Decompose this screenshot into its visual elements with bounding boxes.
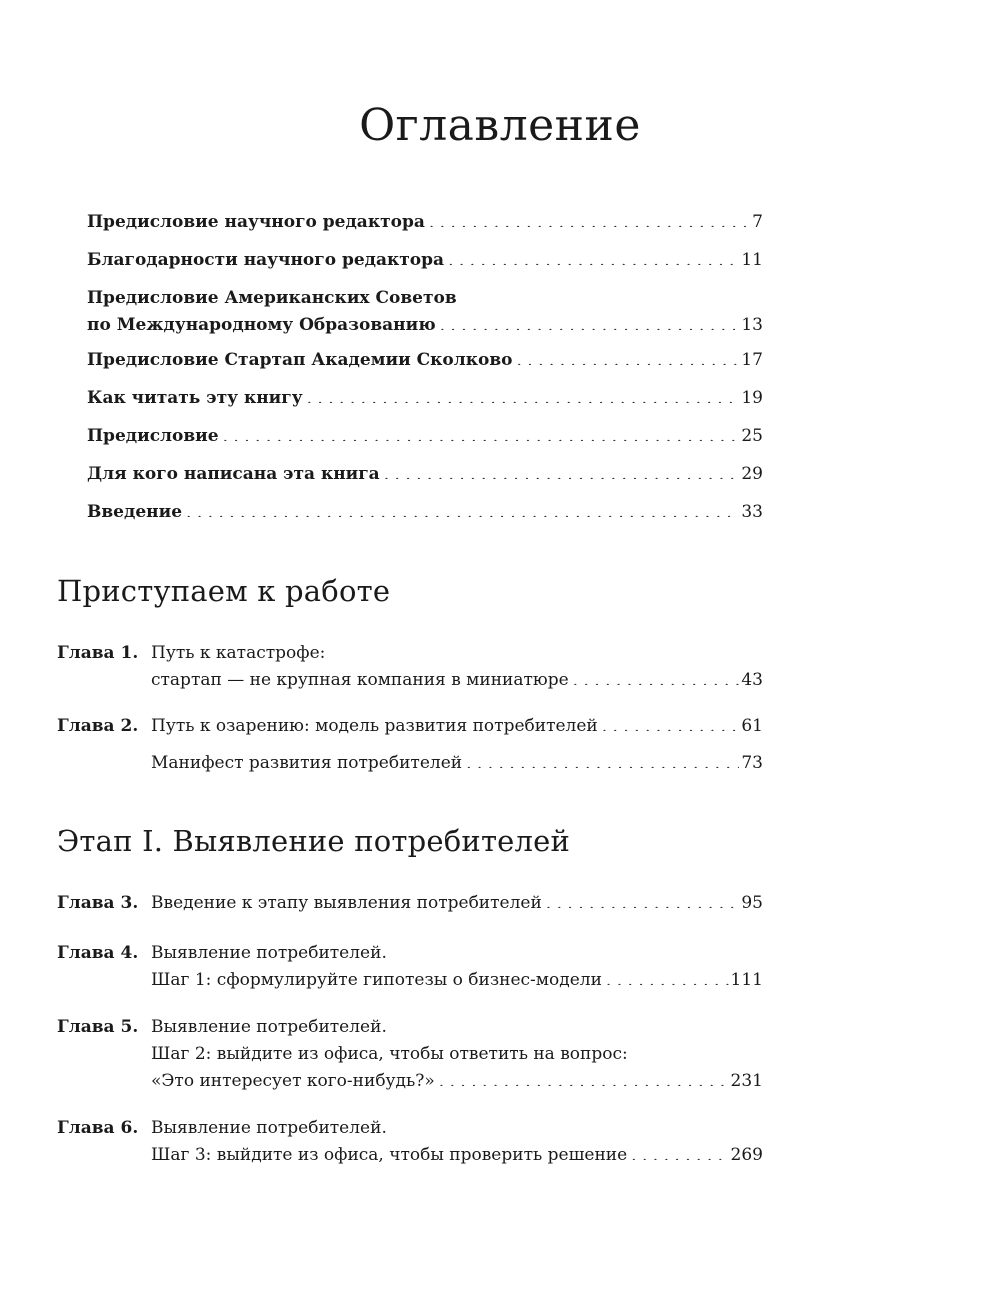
entry-page: 33 — [741, 502, 763, 522]
dot-leader — [429, 210, 750, 227]
chapter-page: 111 — [730, 970, 763, 990]
page-title-text: Оглавление — [359, 100, 641, 151]
entry-title: по Международному Образованию — [87, 315, 436, 335]
entry-page: 11 — [741, 250, 763, 270]
dot-leader — [602, 714, 740, 731]
toc-entry[interactable] — [87, 347, 763, 374]
toc-entry[interactable] — [87, 285, 763, 339]
chapter-label: Глава 3. — [57, 893, 139, 913]
chapter-page: 231 — [730, 1071, 763, 1091]
chapter-entry[interactable] — [57, 1014, 763, 1095]
toc-entry[interactable] — [87, 423, 763, 450]
chapter-label: Глава 1. — [57, 643, 139, 663]
dot-leader — [631, 1143, 728, 1160]
chapter-entry[interactable] — [57, 940, 763, 994]
page-title — [0, 100, 1000, 151]
toc-entry[interactable] — [87, 461, 763, 488]
dot-leader — [573, 668, 740, 685]
entry-title-line: Предисловие Американских Советов — [87, 288, 457, 308]
entry-title: Благодарности научного редактора — [87, 250, 445, 270]
chapter-label: Глава 4. — [57, 943, 139, 963]
entry-title: Для кого написана эта книга — [87, 464, 380, 484]
entry-title: Предисловие научного редактора — [87, 212, 425, 232]
dot-leader — [223, 424, 740, 441]
dot-leader — [546, 891, 740, 908]
section-title: Приступаем к работе — [57, 574, 391, 608]
dot-leader — [307, 386, 740, 403]
entry-page: 19 — [741, 388, 763, 408]
chapter-page: 43 — [741, 670, 763, 690]
chapter-entry[interactable] — [57, 890, 763, 917]
chapter-page: 269 — [730, 1145, 763, 1165]
dot-leader — [606, 968, 729, 985]
chapter-title: Шаг 1: сформулируйте гипотезы о бизнес-модели — [151, 970, 602, 990]
entry-page: 25 — [741, 426, 763, 446]
chapter-title: Путь к озарению: модель развития потребителей — [151, 716, 598, 736]
entry-title: Введение — [87, 502, 183, 522]
chapter-title-line: Путь к катастрофе: — [151, 643, 326, 663]
toc-entry[interactable] — [87, 209, 763, 236]
entry-page: 7 — [752, 212, 763, 232]
chapter-label: Глава 5. — [57, 1017, 139, 1037]
chapter-label: Глава 6. — [57, 1118, 139, 1138]
dot-leader — [440, 313, 740, 330]
dot-leader — [186, 500, 739, 517]
chapter-page: 95 — [741, 893, 763, 913]
toc-entry[interactable] — [87, 385, 763, 412]
chapter-page: 61 — [741, 716, 763, 736]
entry-title: Как читать эту книгу — [87, 388, 303, 408]
chapter-entry[interactable] — [57, 640, 763, 694]
chapter-title: Шаг 3: выйдите из офиса, чтобы проверить решение — [151, 1145, 628, 1165]
dot-leader — [448, 248, 739, 265]
dot-leader — [439, 1069, 729, 1086]
chapter-title-line: Выявление потребителей. — [151, 1017, 387, 1037]
entry-title: Предисловие — [87, 426, 219, 446]
entry-title: Предисловие Стартап Академии Сколково — [87, 350, 513, 370]
dot-leader — [384, 462, 740, 479]
toc-entry[interactable] — [87, 499, 763, 526]
chapter-entry[interactable] — [57, 713, 763, 783]
entry-page: 13 — [741, 315, 763, 335]
dot-leader — [517, 348, 740, 365]
toc-entry[interactable] — [87, 247, 763, 274]
chapter-title-line: Выявление потребителей. — [151, 943, 387, 963]
chapter-title: «Это интересует кого-нибудь?» — [151, 1071, 435, 1091]
chapter-subpage: 73 — [741, 753, 763, 773]
chapter-subtitle: Манифест развития потребителей — [151, 753, 463, 773]
dot-leader — [466, 751, 739, 768]
section-title: Этап I. Выявление потребителей — [57, 824, 571, 858]
chapter-title: Введение к этапу выявления потребителей — [151, 893, 542, 913]
chapter-label: Глава 2. — [57, 716, 139, 736]
chapter-title: стартап — не крупная компания в миниатюре — [151, 670, 569, 690]
chapter-title-line: Шаг 2: выйдите из офиса, чтобы ответить на вопрос: — [151, 1044, 628, 1064]
entry-page: 17 — [741, 350, 763, 370]
entry-page: 29 — [741, 464, 763, 484]
chapter-title-line: Выявление потребителей. — [151, 1118, 387, 1138]
chapter-entry[interactable] — [57, 1115, 763, 1169]
